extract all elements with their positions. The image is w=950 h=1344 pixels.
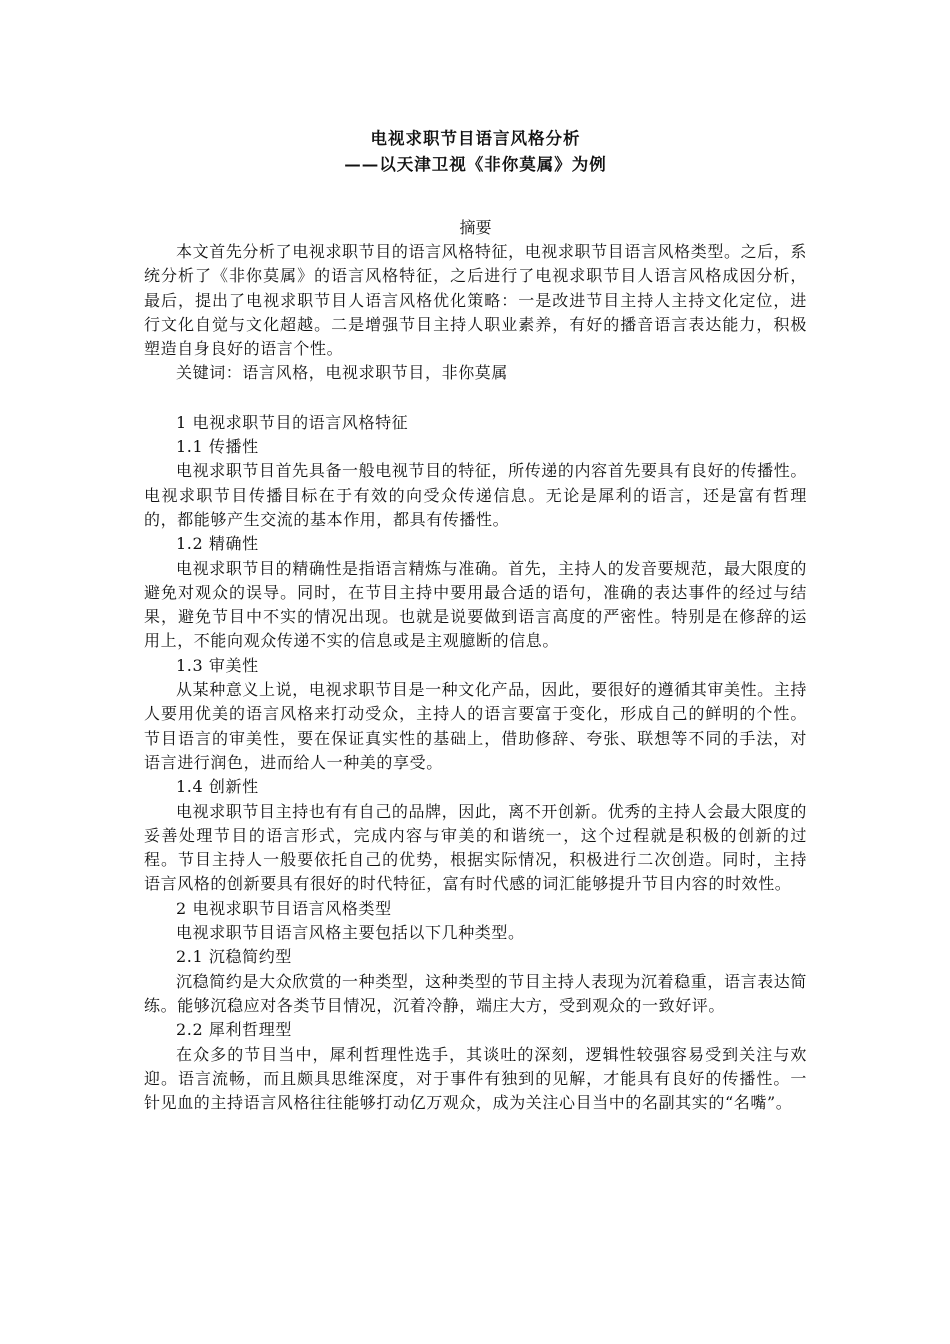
section-2-1-heading: 2.1 沉稳简约型 (176, 947, 292, 967)
document-subtitle: ——以天津卫视《非你莫属》为例 (344, 155, 607, 174)
section-spacer (144, 386, 807, 411)
abstract-heading: 摘要 (459, 218, 492, 237)
section-1-2-heading: 1.2 精确性 (176, 534, 259, 554)
section-1-heading: 1 电视求职节目的语言风格特征 (176, 412, 409, 432)
section-2-heading: 2 电视求职节目语言风格类型 (176, 898, 392, 918)
section-1-4-text: 电视求职节目主持也有有自己的品牌，因此，离不开创新。优秀的主持人会最大限度的妥善处理节目的语言形式，完成内容与审美的和谐统一，这个过程就是积极的创新的过程。节目主持人一般要依托自己的优势，根据实际情况，积极进行二次创造。同时，主持语言风格的创新要具有很好的时代特征，富有时代感的词汇能够提升节目内容的时效性。 (144, 801, 807, 894)
section-1-3-heading: 1.3 审美性 (176, 655, 259, 675)
section-2-2-text: 在众多的节目当中，犀利哲理性选手，其谈吐的深刻，逻辑性较强容易受到关注与欢迎。语言流畅，而且颇具思维深度，对于事件有独到的见解，才能具有良好的传播性。一针见血的主持语言风格往往能够打动亿万观众，成为关注心目当中的名副其实的“名嘴”。 (144, 1044, 807, 1113)
document-title: 电视求职节目语言风格分析 (370, 129, 581, 148)
section-2-intro: 电视求职节目语言风格主要包括以下几种类型。 (176, 923, 525, 943)
abstract-text: 本文首先分析了电视求职节目的语言风格特征，电视求职节目语言风格类型。之后，系统分析了《非你莫属》的语言风格特征，之后进行了电视求职节目人语言风格成因分析，最后，提出了电视求职节目人语言风格优化策略：一是改进节目主持人主持文化定位，进行文化自觉与文化超越。二是增强节目主持人职业素养，有好的播音语言表达能力，积极塑造自身良好的语言个性。 (144, 242, 807, 359)
section-2-2-heading: 2.2 犀利哲理型 (176, 1020, 292, 1040)
document-page (144, 126, 807, 1115)
section-1-4-heading: 1.4 创新性 (176, 777, 259, 797)
section-1-1-text: 电视求职节目首先具备一般电视节目的特征，所传递的内容首先要具有良好的传播性。电视求职节目传播目标在于有效的向受众传递信息。无论是犀利的语言，还是富有哲理的，都能够产生交流的基本作用，都具有传播性。 (144, 461, 807, 529)
section-1-1-heading: 1.1 传播性 (176, 437, 259, 457)
section-1-3-text: 从某种意义上说，电视求职节目是一种文化产品，因此，要很好的遵循其审美性。主持人要用优美的语言风格来打动受众，主持人的语言要富于变化，形成自己的鲜明的个性。节目语言的审美性，要在保证真实性的基础上，借助修辞、夸张、联想等不同的手法，对语言进行润色，进而给人一种美的享受。 (144, 680, 807, 772)
keywords-text: 关键词：语言风格，电视求职节目，非你莫属 (176, 363, 509, 383)
section-1-2-text: 电视求职节目的精确性是指语言精炼与准确。首先，主持人的发音要规范，最大限度的避免对观众的误导。同时，在节目主持中要用最合适的语句，准确的表达事件的经过与结果，避免节目中不实的情况出现。也就是说要做到语言高度的严密性。特别是在修辞的运用上，不能向观众传递不实的信息或是主观臆断的信息。 (144, 558, 807, 651)
section-2-1-text: 沉稳简约是大众欣赏的一种类型，这种类型的节目主持人表现为沉着稳重，语言表达简练。能够沉稳应对各类节目情况，沉着冷静，端庄大方，受到观众的一致好评。 (144, 971, 807, 1015)
